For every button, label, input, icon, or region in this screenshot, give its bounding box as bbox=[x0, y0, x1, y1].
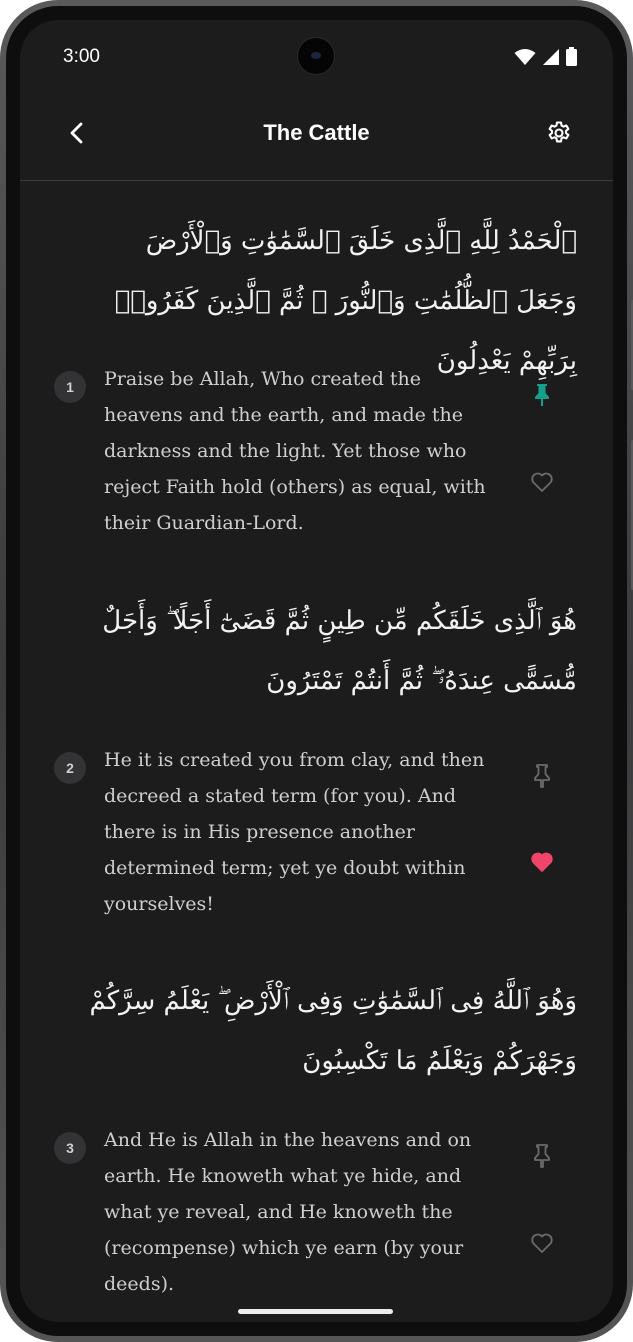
verse-number-badge: 1 bbox=[54, 371, 86, 403]
favorite-button[interactable] bbox=[526, 466, 558, 498]
pin-button[interactable] bbox=[526, 760, 558, 792]
phone-bezel bbox=[6, 6, 627, 1336]
heart-outline-icon bbox=[530, 1232, 554, 1254]
favorite-button[interactable] bbox=[526, 846, 558, 878]
front-camera bbox=[298, 38, 334, 74]
verse-number-badge: 2 bbox=[54, 752, 86, 784]
pin-outline-icon bbox=[532, 1144, 552, 1168]
battery-icon bbox=[566, 47, 577, 66]
status-bar bbox=[20, 20, 613, 90]
verse-number-badge: 3 bbox=[54, 1132, 86, 1164]
verse-translation: He it is created you from clay, and then decreed a stated term (for you). And there is in His presence another determined term; yet ye doubt within yourselves! bbox=[104, 749, 485, 915]
pin-outline-icon bbox=[532, 764, 552, 788]
verse-arabic: هُوَ ٱلَّذِى خَلَقَكُم مِّن طِينٍ ثُمَّ قَضَىٰٓ أَجَلًا ۖ وَأَجَلٌ مُّسَمًّى عِندَهُۥ ۖ ثُمَّ أَنتُمْ تَمْتَرُونَ bbox=[102, 606, 577, 696]
status-time: 3:00 bbox=[63, 46, 100, 67]
page-title: The Cattle bbox=[263, 120, 370, 145]
app-bar bbox=[20, 90, 613, 181]
pin-button[interactable] bbox=[526, 1140, 558, 1172]
screen bbox=[20, 20, 613, 1322]
pin-button[interactable] bbox=[526, 379, 558, 411]
verse-arabic: ٱلْحَمْدُ لِلَّهِ ٱلَّذِى خَلَقَ ٱلسَّمَٰوَٰتِ وَٱلْأَرْضَ وَجَعَلَ ٱلظُّلُمَٰتِ وَٱلنُّورَ ۖ ثُمَّ ٱلَّذِينَ كَفَرُوا۟ بِرَبِّهِمْ يَعْدِلُونَ bbox=[114, 226, 577, 376]
signal-icon bbox=[542, 48, 560, 66]
wifi-icon bbox=[514, 48, 536, 66]
verse-list[interactable] bbox=[20, 181, 613, 1322]
gear-icon bbox=[545, 119, 573, 147]
heart-outline-icon bbox=[530, 471, 554, 493]
pin-icon bbox=[532, 383, 552, 407]
verse-arabic: وَهُوَ ٱللَّهُ فِى ٱلسَّمَٰوَٰتِ وَفِى ٱلْأَرْضِ ۖ يَعْلَمُ سِرَّكُمْ وَجَهْرَكُمْ وَيَعْلَمُ مَا تَكْسِبُونَ bbox=[89, 986, 577, 1076]
heart-filled-icon bbox=[530, 851, 554, 873]
settings-button[interactable] bbox=[543, 117, 575, 149]
verse-translation: Praise be Allah, Who created the heavens and the earth, and made the darkness and the light. Yet those who reject Faith hold (others) as equal, with their Guardian-Lord. bbox=[104, 368, 486, 534]
verse-translation: And He is Allah in the heavens and on earth. He knoweth what ye hide, and what ye reveal, and He knoweth the (recompense) which ye earn (by your deeds). bbox=[104, 1129, 472, 1295]
home-indicator[interactable] bbox=[238, 1309, 393, 1314]
favorite-button[interactable] bbox=[526, 1227, 558, 1259]
status-icons bbox=[514, 47, 577, 66]
